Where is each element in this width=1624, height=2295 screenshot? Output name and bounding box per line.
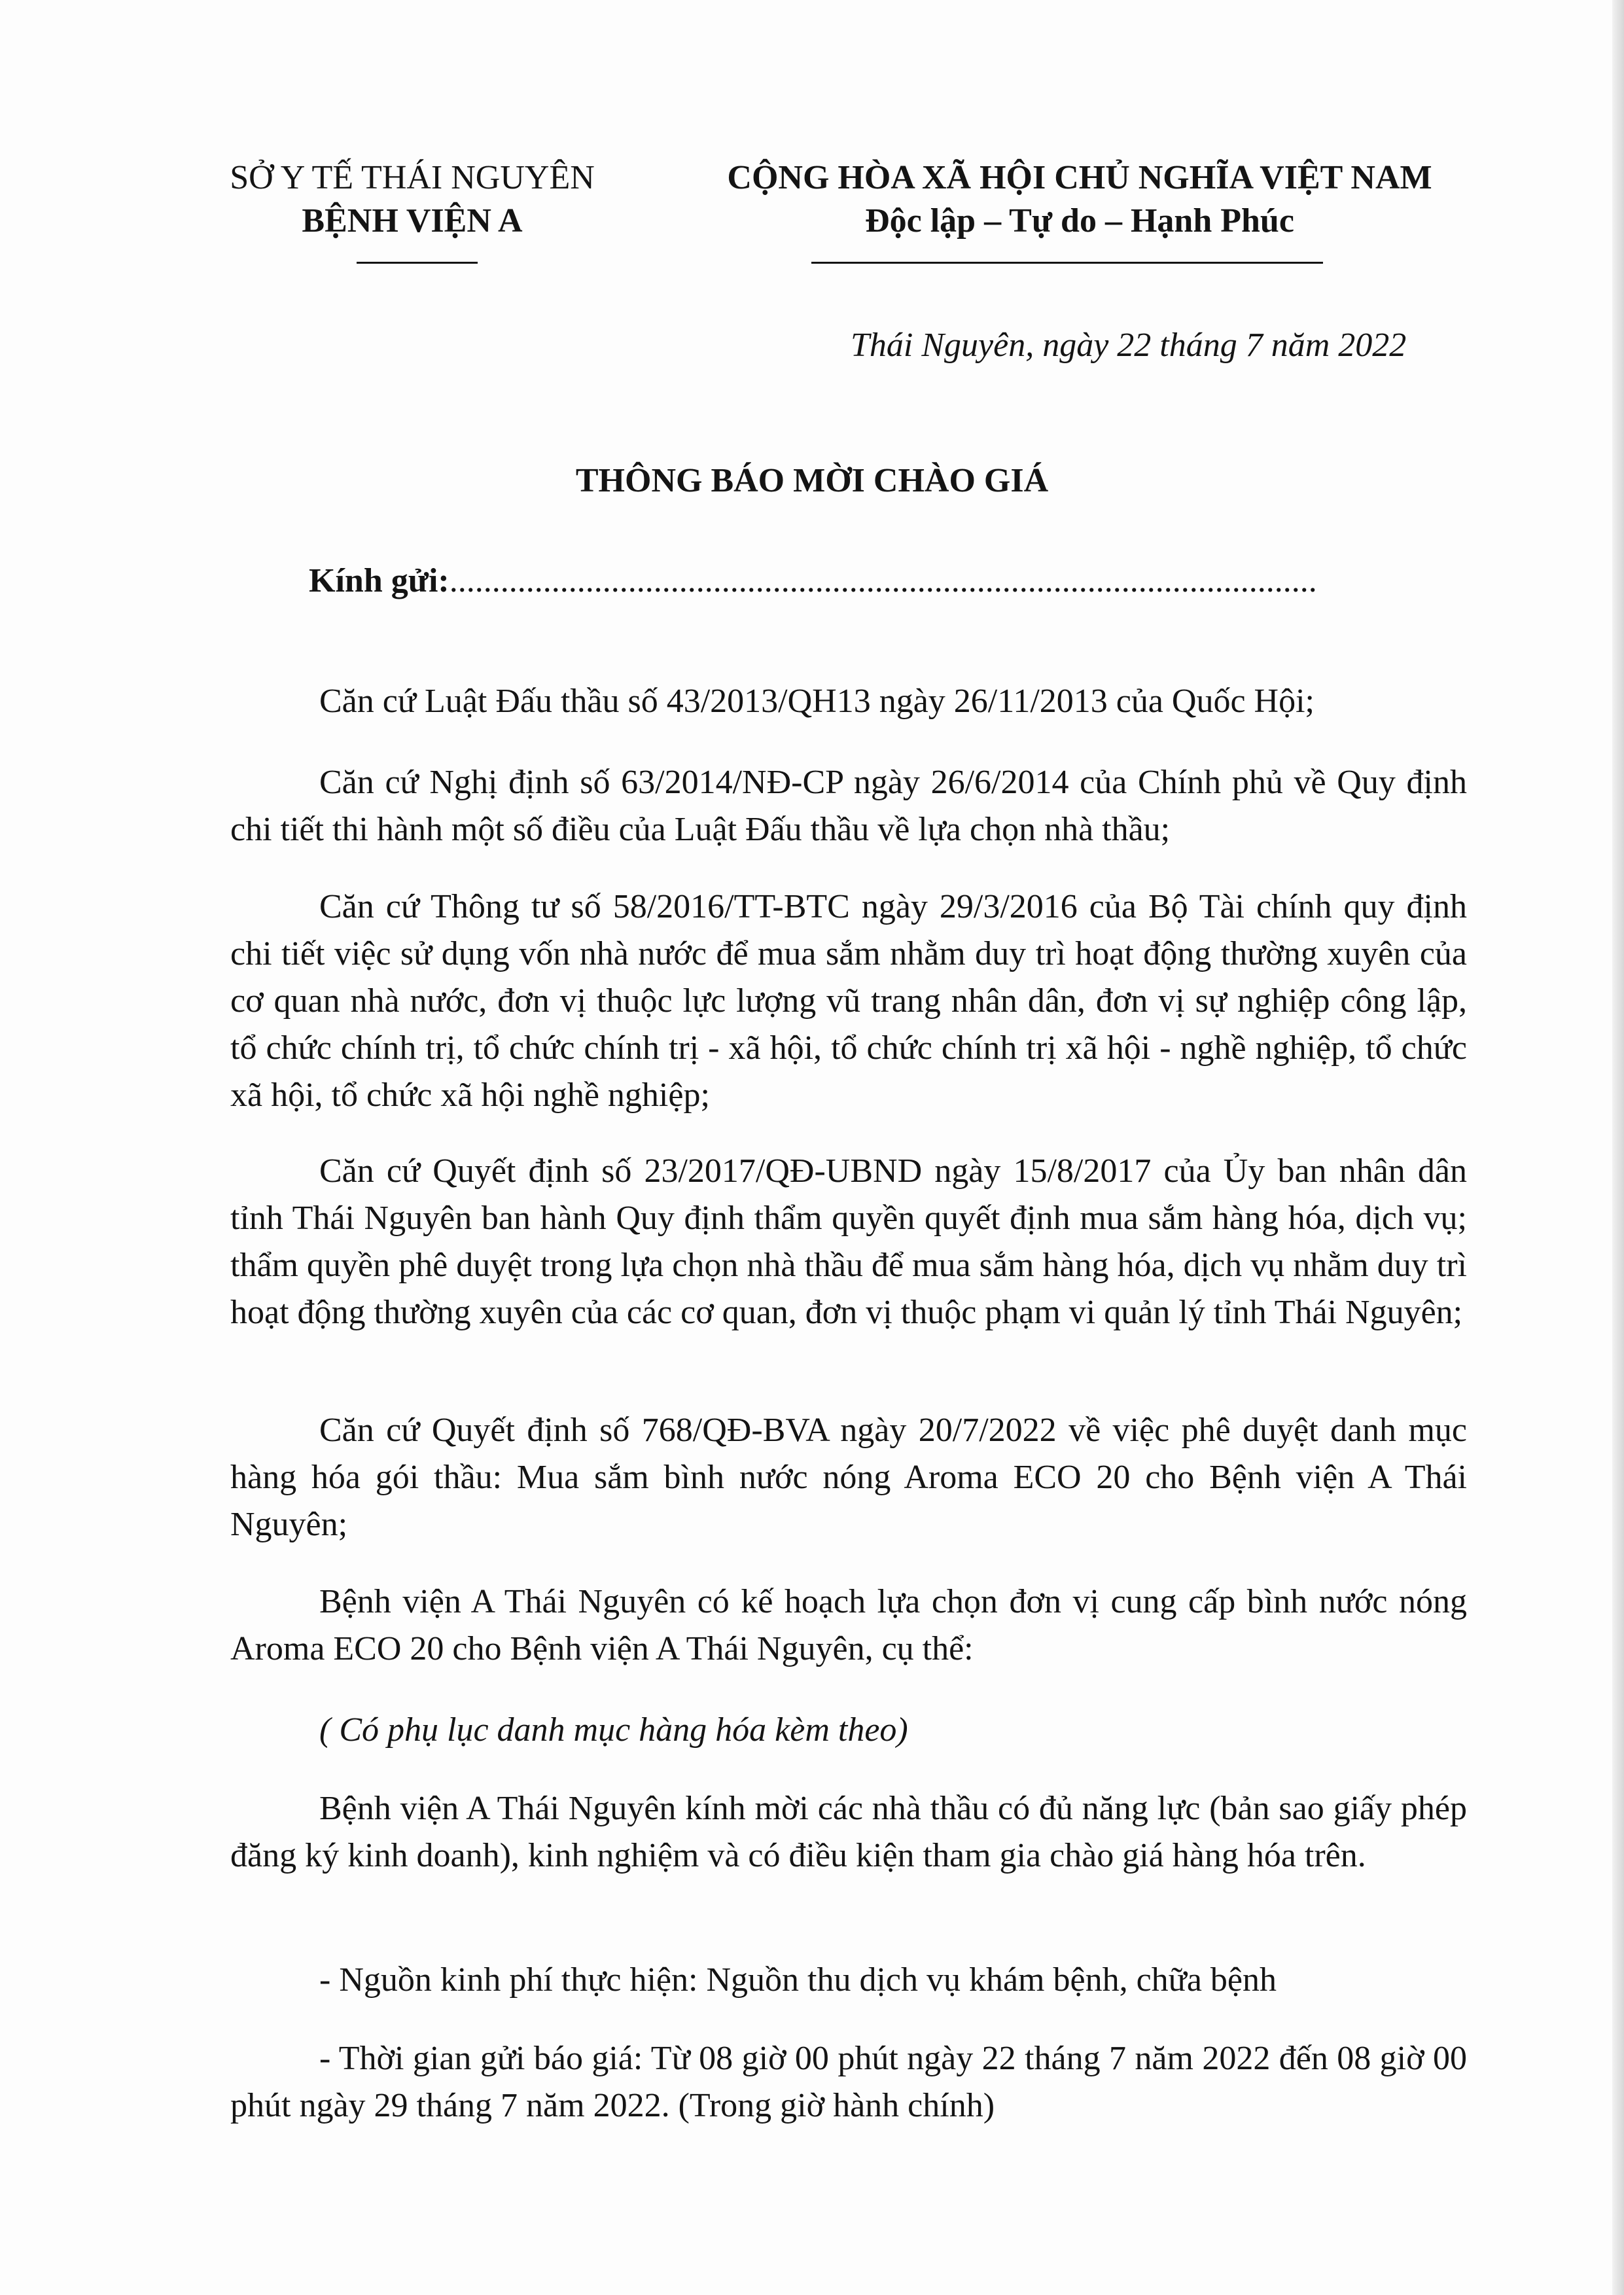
paragraph-funding-source: - Nguồn kinh phí thực hiện: Nguồn thu dịch vụ khám bệnh, chữa bệnh (319, 1961, 1277, 1999)
paragraph-provincial-decision: Căn cứ Quyết định số 23/2017/QĐ-UBND ngày 15/8/2017 của Ủy ban nhân dân tỉnh Thái Nguyên ban hành Quy định thẩm quyền quyết định mua sắm hàng hóa, dịch vụ; thẩm quyền phê duyệt trong lựa chọn nhà thầu để mua sắm hàng hóa, dịch vụ nhằm duy trì hoạt động thường xuyên của các cơ quan, đơn vị thuộc phạm vi quản lý tỉnh Thái Nguyên; (230, 1152, 1467, 1331)
paragraph-submission-time: - Thời gian gửi báo giá: Từ 08 giờ 00 phút ngày 22 tháng 7 năm 2022 đến 08 giờ 00 phút ngày 29 tháng 7 năm 2022. (Trong giờ hành chính) (230, 2040, 1467, 2124)
national-motto: Độc lập – Tự do – Hạnh Phúc (865, 202, 1294, 240)
paragraph-plan: Bệnh viện A Thái Nguyên có kế hoạch lựa chọn đơn vị cung cấp bình nước nóng Aroma ECO 20 cho Bệnh viện A Thái Nguyên, cụ thể: (230, 1583, 1467, 1667)
recipient-line (309, 561, 1317, 600)
paragraph-circular: Căn cứ Thông tư số 58/2016/TT-BTC ngày 29/3/2016 của Bộ Tài chính quy định chi tiết việc sử dụng vốn nhà nước để mua sắm nhằm duy trì hoạt động thường xuyên của cơ quan nhà nước, đơn vị thuộc lực lượng vũ trang nhân dân, đơn vị sự nghiệp công lập, tổ chức chính trị, tổ chức chính trị - xã hội, tổ chức chính trị xã hội - nghề nghiệp, tổ chức xã hội, tổ chức xã hội nghề nghiệp; (230, 888, 1467, 1114)
date-line: Thái Nguyên, ngày 22 tháng 7 năm 2022 (851, 327, 1407, 364)
paragraph-decree: Căn cứ Nghị định số 63/2014/NĐ-CP ngày 26/6/2014 của Chính phủ về Quy định chi tiết thi hành một số điều của Luật Đấu thầu về lựa chọn nhà thầu; (230, 764, 1467, 848)
nation-name: CỘNG HÒA XÃ HỘI CHỦ NGHĨA VIỆT NAM (727, 159, 1432, 196)
unit-underline (357, 262, 478, 264)
paragraph-approval-decision: Căn cứ Quyết định số 768/QĐ-BVA ngày 20/7/2022 về việc phê duyệt danh mục hàng hóa gói thầu: Mua sắm bình nước nóng Aroma ECO 20 cho Bệnh viện A Thái Nguyên; (230, 1412, 1467, 1543)
paragraph-appendix-note: ( Có phụ lục danh mục hàng hóa kèm theo) (319, 1711, 908, 1749)
agency-name: SỞ Y TẾ THÁI NGUYÊN (230, 159, 595, 196)
paragraph-invitation: Bệnh viện A Thái Nguyên kính mời các nhà thầu có đủ năng lực (bản sao giấy phép đăng ký kinh doanh), kinh nghiệm và có điều kiện tham gia chào giá hàng hóa trên. (230, 1790, 1467, 1874)
motto-underline (811, 262, 1323, 264)
document-title: THÔNG BÁO MỜI CHÀO GIÁ (575, 462, 1049, 499)
page-edge-shadow (1612, 0, 1624, 2295)
paragraph-law: Căn cứ Luật Đấu thầu số 43/2013/QH13 ngày 26/11/2013 của Quốc Hội; (319, 683, 1315, 720)
recipient-label: Kính gửi: (309, 562, 450, 599)
unit-name: BỆNH VIỆN A (302, 202, 523, 240)
recipient-dots: ...................................................................................................... (449, 562, 1317, 599)
